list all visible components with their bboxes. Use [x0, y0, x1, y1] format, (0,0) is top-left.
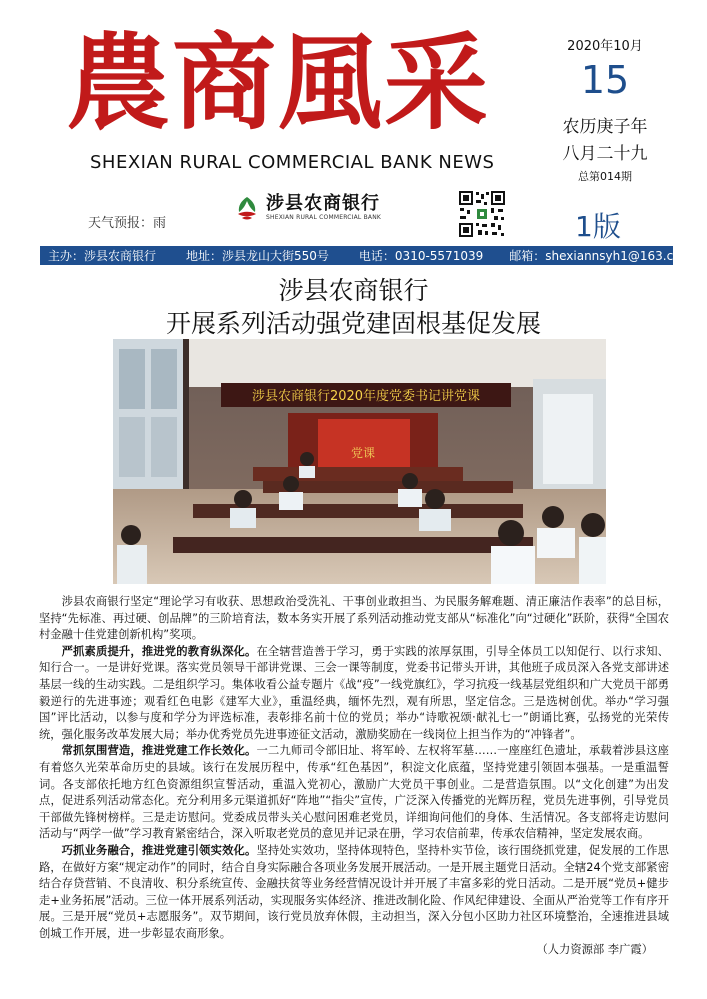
headline-line-2: 开展系列活动强党建固根基促发展: [165, 309, 541, 338]
masthead-title: 農商風采: [66, 21, 491, 144]
article-intro: 涉县农商银行坚定“理论学习有收获、思想政治受洗礼、干事创业敢担当、为民服务解难题、清正廉洁作表率”的总目标，坚持“先标准、再过硬、创品牌”的三阶培育法，数本务实开展了系列活动推动党支部从“标准化”向“过硬化”跃阶，获得“全国农村金融十佳党建创新机构”奖项。: [39, 595, 669, 642]
section-2-title: 常抓氛围营造，推进党建工作长效化。: [61, 744, 257, 758]
date-block: [545, 35, 665, 184]
bank-name-cn: 涉县农商银行: [266, 193, 380, 214]
edition-number: 1版: [575, 210, 621, 243]
bank-logo: [234, 194, 381, 221]
address-text: 地址：涉县龙山大街550号: [186, 249, 329, 263]
issue-number: 总第014期: [578, 170, 632, 183]
headline-line-1: 涉县农商银行: [278, 276, 429, 305]
date-day: 15: [580, 58, 630, 102]
info-bar: [40, 246, 693, 265]
phone-text: 电话：0310-5571039: [358, 249, 484, 263]
section-3-body: 坚持处实效功，坚持体现特色，坚持朴实节俭，该行围绕抓党建，促发展的工作思路，在做好方案“规定动作”的同时，结合自身实际融合各项业务发展开展活动。一是开展主题党日活动。全辖24个党支部紧密结合存贷营销、不良清收、积分系统宣传、金融扶贫等业务经营情况设计并开展了丰富多彩的党日活动。二是开展“党员+健步走+业务拓展”活动。三位一体开展系列活动，实现服务实体经济、推进改制化险、作风纪律建设、全面从严治党等工作有序开展。三是开展“党员+志愿服务”。双节期间，该行党员放弃休假，主动担当，深入分包小区助力社区环境整治，全速推进县域创城工作开展，进一步彰显农商形象。: [39, 843, 669, 940]
weather-forecast: 天气预报：雨: [88, 216, 167, 231]
bank-logo-icon: [234, 195, 260, 221]
email-text: 邮箱：shexiannsyh1@163.com: [509, 249, 693, 263]
lunar-day: 八月二十九: [562, 144, 648, 164]
qr-code-icon: [458, 190, 506, 238]
article-section-1: [39, 644, 669, 744]
lunar-year: 农历庚子年: [562, 117, 648, 137]
lecture-photo: [113, 339, 606, 584]
article-section-2: [39, 743, 669, 843]
section-1-title: 严抓素质提升，推进党的教育纵深化。: [61, 644, 257, 658]
lecture-photo-illustration: [113, 339, 606, 584]
section-2-body: 一二九师司令部旧址、将军岭、左权将军墓……一座座红色遗址，承载着涉县这座有着悠久光荣革命历史的县域。该行在发展历程中，传承“红色基因”，积淀文化底蕴，坚持党建引领固本强基。一是重温誓词。各支部依托地方红色资源组织宣誓活动，重温入党初心，激励广大党员干事创业。二是营造氛围。以“文化创建”为出发点，促进系列活动常态化。充分利用多元渠道抓好“阵地”“指尖”宣传，广泛深入传播党的光辉历程，党员先进事例，引导党员干部做先锋树榜样。三是走访慰问。党委成员带头关心慰问困难老党员，详细询问他们的身体、生活情况。各支部将走访慰问活动与“两学一做”学习教育紧密结合，深入听取老党员的意见并记录在册，学习农信前辈，传承农信精神，坚定发展农商。: [39, 744, 669, 841]
section-3-title: 巧抓业务融合，推进党建引领实效化。: [61, 843, 257, 857]
article-section-3: [39, 843, 669, 943]
section-1-body: 在全辖营造善于学习，勇于实践的浓厚氛围，引导全体员工以知促行、以行求知、知行合一。一是讲好党课。落实党员领导干部讲党课、三会一课等制度，党委书记带头开讲，其他班子成员深入各党支部讲述基层一线的生动实践。二是组织学习。集体收看公益专题片《战“疫”一线党旗红》，学习抗疫一线基层党组织和广大党员干部勇毅逆行的先进事迹；观看红色电影《建军大业》，重温经典，缅怀先烈，观有所思，坚定信念。三是选树创优。举办“学习强国”评比活动，以参与度和学分为评选标准，表彰排名前十位的党员；举办“诗歌祝颂·献礼七一”朗诵比赛，弘扬党的光荣传统，强化服务改革发展大局；举办优秀党员先进事迹征文活动，激励奖励在一线岗位上担当作为的“冲锋者”。: [39, 644, 669, 741]
bank-name-en: SHEXIAN RURAL COMMERCIAL BANK: [266, 214, 382, 221]
date-year-month: 2020年10月: [567, 39, 643, 54]
sponsor-text: 主办：涉县农商银行: [48, 249, 157, 263]
article-byline: （人力资源部 李广霞）: [536, 943, 653, 957]
masthead-subtitle: SHEXIAN RURAL COMMERCIAL BANK NEWS: [90, 152, 495, 173]
photo-banner-text: 涉县农商银行2020年度党委书记讲党课: [251, 389, 481, 404]
article-body: [39, 594, 669, 959]
photo-screen-text: 党课: [350, 446, 376, 460]
